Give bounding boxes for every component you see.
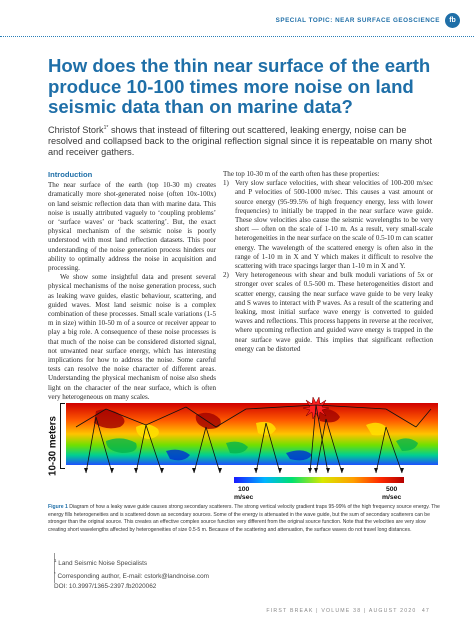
standfirst-text: shows that instead of filtering out scattered, leaking energy, noise can be resolved and collapsed back to the original reflection signal since it is repeatable on many shot and receiver gathers. [48, 125, 433, 158]
property-item-1 [223, 179, 433, 271]
figure-caption [48, 504, 440, 534]
special-topic-label: SPECIAL TOPIC: NEAR SURFACE GEOSCIENCE [275, 17, 440, 24]
article-standfirst [48, 123, 440, 159]
velocity-color-scale [234, 477, 404, 483]
left-column [48, 170, 216, 402]
property-number-2: 2) [223, 271, 229, 280]
right-column [223, 170, 433, 354]
footnote-affiliation: $^1$ Land Seismic Noise Specialists [54, 558, 148, 568]
figure-caption-text: Diagram of how a leaky wave guide causes strong secondary scatterers. The strong vertical velocity gradient traps 95-99% of the high frequency source energy. The energy fills heterogeneities and is scattered down as secondary sources. Some of the energy is attenuated in the wave guide, but the sum of secondary scatterers can be stronger than the original source. This creates an effective complex source function very different from the original source function. Note that the velocities are very slow creating short wavelengths affected by heterogeneities of size 0.5-5 m. Because of the scattering and attenuation, the surface waves do not travel long distances. [48, 504, 440, 533]
footnote-doi: DOI: 10.3997/1365-2397.fb2020062 [54, 582, 157, 590]
scale-low-unit: m/sec [234, 493, 254, 501]
footnote-corresponding: * Corresponding author, E-mail: cstork@landnoise.com [54, 570, 209, 581]
intro-paragraph-2: We show some insightful data and present several physical mechanisms of the noise generation process, such as leaking wave guides, elastic behaviour, scattering, and guided waves. Most land seismic noise is a complex combination of these processes. Small scale variations (1-5 m in size) within 10-50 m of a source or receiver appear to play a big role. A consequence of these noise processes is that much of the noise can be considered distorted signal, not unwanted near surface energy, which has interesting implications for how to address the noise. Some careful tests can resolve the noise character of different areas. Understanding the physical mechanism of noise also sheds light on the character of the near surface, which is often very heterogeneous on many scales. [48, 273, 216, 401]
page-folio [266, 608, 430, 614]
page-number: 47 [421, 608, 430, 614]
intro-paragraph-1: The near surface of the earth (top 10-30 m) creates dramatically more shot-generated noise (often 10x-100x) on land seismic reflection data than with marine data. This noise is usually attributed vaguely to ‘coupling problems’ or ‘surface waves’ or ‘back scattering’. But, the exact physical mechanism of the seismic noise is poorly understood with most land reflection datasets. This poor understanding of the noise generation process hinders our ability to optimally address the noise in acquisition and processing. [48, 181, 216, 273]
scale-low-value: 100 [237, 486, 250, 493]
properties-intro: The top 10-30 m of the earth often has these properties: [223, 170, 380, 178]
depth-bracket [60, 403, 65, 469]
velocity-model-diagram [66, 397, 438, 475]
property-text-2: Very heterogeneous with shear and bulk moduli variations of 5x or stronger over scales of 0.5-500 m. These heterogeneities distort and scatter energy, causing the near surface wave guide to be very leaky and S waves to interact with P waves. As a result of the scattering and leaking, most initial surface wave energy is converted to guided waves and reflections. This process happens in reverse at the receiver, where upcoming reflection and guided wave energy is trapped in the near surface wave guide. This implies that significant reflection energy can be distorted [235, 271, 433, 353]
figure-wave-guide [46, 397, 438, 503]
scale-high-value: 500 [385, 486, 398, 493]
author-name: Christof Stork [48, 125, 104, 136]
special-topic-header [276, 13, 460, 28]
section-heading-introduction: Introduction [48, 170, 93, 179]
author-sup: 1* [103, 125, 109, 131]
scale-label-low [234, 486, 253, 501]
dotted-divider [0, 36, 474, 37]
scale-high-unit: m/sec [382, 493, 402, 501]
property-item-2 [223, 271, 433, 354]
figure-caption-label: Figure 1 [48, 504, 68, 510]
article-title: How does the thin near surface of the earth produce 10-100 times more noise on land seismic data than on marine data? [48, 55, 431, 117]
property-text-1: Very slow surface velocities, with shear velocities of 100-200 m/sec and P velocities of 500-1000 m/sec. This causes a vast amount or source energy (95-99.5% of high frequency energy, less with lower frequencies) to initially be trapped in the near surface wave guide. These slow velocities also cause the seismic wavelengths to be very short — often on the scale of 1-10 m. As a result, very small-scale heterogeneities in the near surface on the scale of 0.5-10 m can scatter energy. The wavelength of the scattered energy is often also in the range of 1-10 m in X and Y which makes it difficult to resolve the scattering with trace spacings larger than 1-10 m in X and Y. [235, 179, 433, 271]
footnotes [54, 556, 209, 592]
journal-volume-line: FIRST BREAK | VOLUME 38 | AUGUST 2020 [266, 608, 417, 614]
figure-ylabel: 10-30 meters [47, 416, 59, 476]
arrowheads [84, 468, 404, 473]
property-number-1: 1) [223, 179, 229, 188]
scale-label-high [382, 486, 401, 501]
first-break-logo-icon: fb [445, 13, 460, 28]
